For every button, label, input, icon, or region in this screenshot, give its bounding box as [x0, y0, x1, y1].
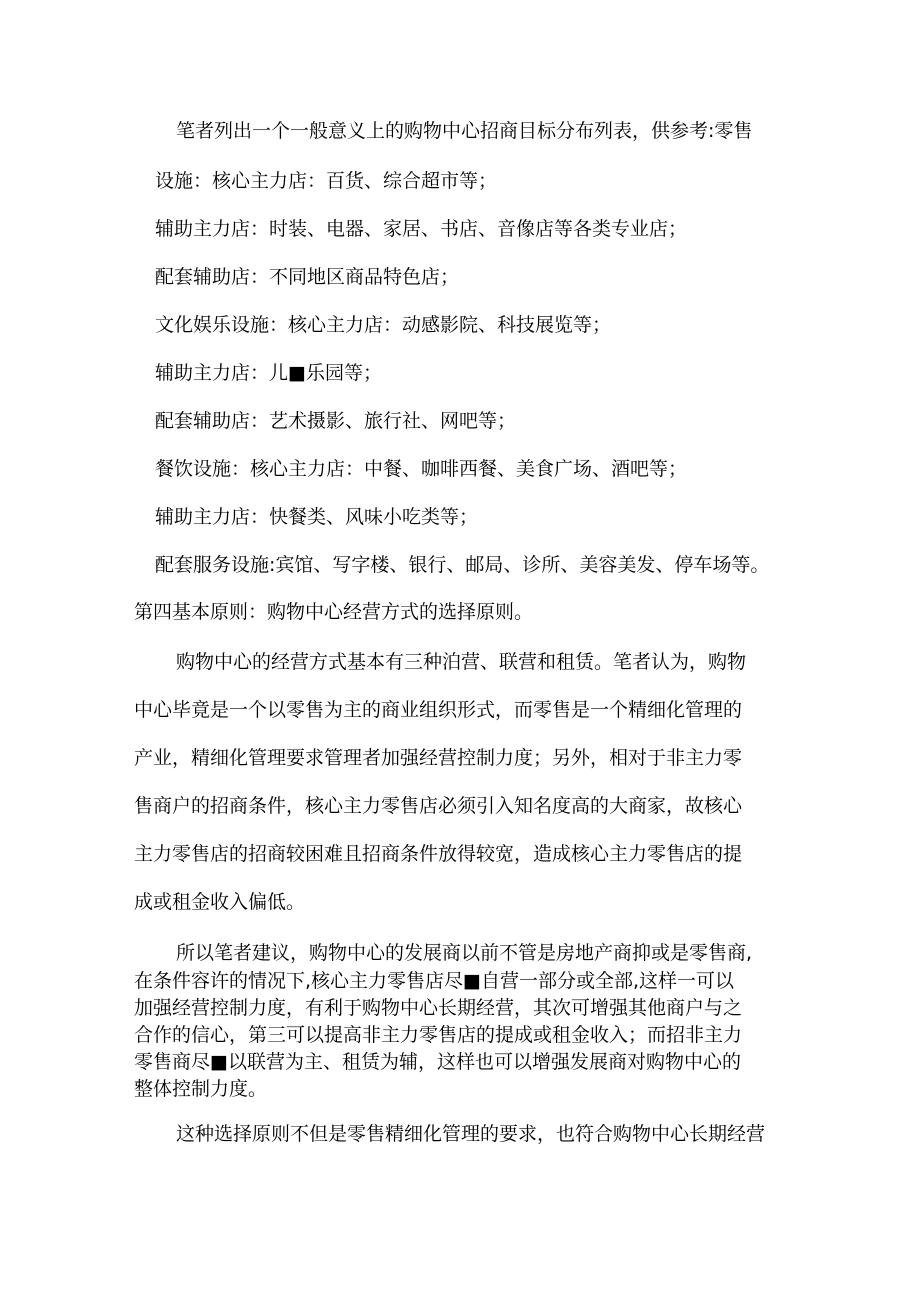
text-line: 配套辅助店：不同地区商品特色店； — [155, 266, 460, 288]
text-line: 成或租金收入偏低。 — [134, 891, 306, 913]
text-line: 主力零售店的招商较困难且招商条件放得较宽，造成核心主力零售店的提 — [134, 843, 743, 865]
text-line: 设施：核心主力店：百货、综合超市等； — [155, 170, 498, 192]
text-line: 合作的信心，第三可以提高非主力零售店的提成或租金收入；而招非主力 — [134, 1024, 743, 1046]
text-line: 笔者列出一个一般意义上的购物中心招商目标分布列表，供参考:零售 — [176, 120, 753, 142]
text-line: 所以笔者建议，购物中心的发展商以前不管是房地产商抑或是零售商, — [176, 942, 753, 964]
text-line: 辅助主力店：时装、电器、家居、书店、音像店等各类专业店； — [155, 218, 688, 240]
text-line: 辅助主力店：儿■乐园等； — [155, 362, 382, 384]
text-line: 辅助主力店：快餐类、风味小吃类等； — [155, 506, 479, 528]
text-line: 整体控制力度。 — [134, 1078, 268, 1100]
text-line: 中心毕竟是一个以零售为主的商业组织形式，而零售是一个精细化管理的 — [134, 699, 743, 721]
text-line: 在条件容许的情况下,核心主力零售店尽■自营一部分或全部,这样一可以 — [134, 970, 735, 992]
text-line: 这种选择原则不但是零售精细化管理的要求，也符合购物中心长期经营 — [176, 1123, 766, 1145]
text-line: 产业，精细化管理要求管理者加强经营控制力度；另外，相对于非主力零 — [134, 747, 743, 769]
section-heading: 第四基本原则：购物中心经营方式的选择原则。 — [134, 601, 534, 623]
text-line: 零售商尽■以联营为主、租赁为辅，这样也可以增强发展商对购物中心的 — [134, 1051, 741, 1073]
text-line: 购物中心的经营方式基本有三种泊营、联营和租赁。笔者认为，购物 — [176, 651, 747, 673]
text-line: 加强经营控制力度，有利于购物中心长期经营，其次可增强其他商户与之 — [134, 997, 743, 1019]
text-line: 餐饮设施：核心主力店：中餐、咖啡西餐、美食广场、酒吧等； — [155, 458, 688, 480]
text-line: 配套服务设施:宾馆、写字楼、银行、邮局、诊所、美容美发、停车场等。 — [155, 554, 770, 576]
text-line: 配套辅助店：艺术摄影、旅行社、网吧等； — [155, 410, 517, 432]
text-line: 文化娱乐设施：核心主力店：动感影院、科技展览等； — [155, 314, 612, 336]
text-line: 售商户的招商条件，核心主力零售店必须引入知名度高的大商家，故核心 — [134, 795, 743, 817]
